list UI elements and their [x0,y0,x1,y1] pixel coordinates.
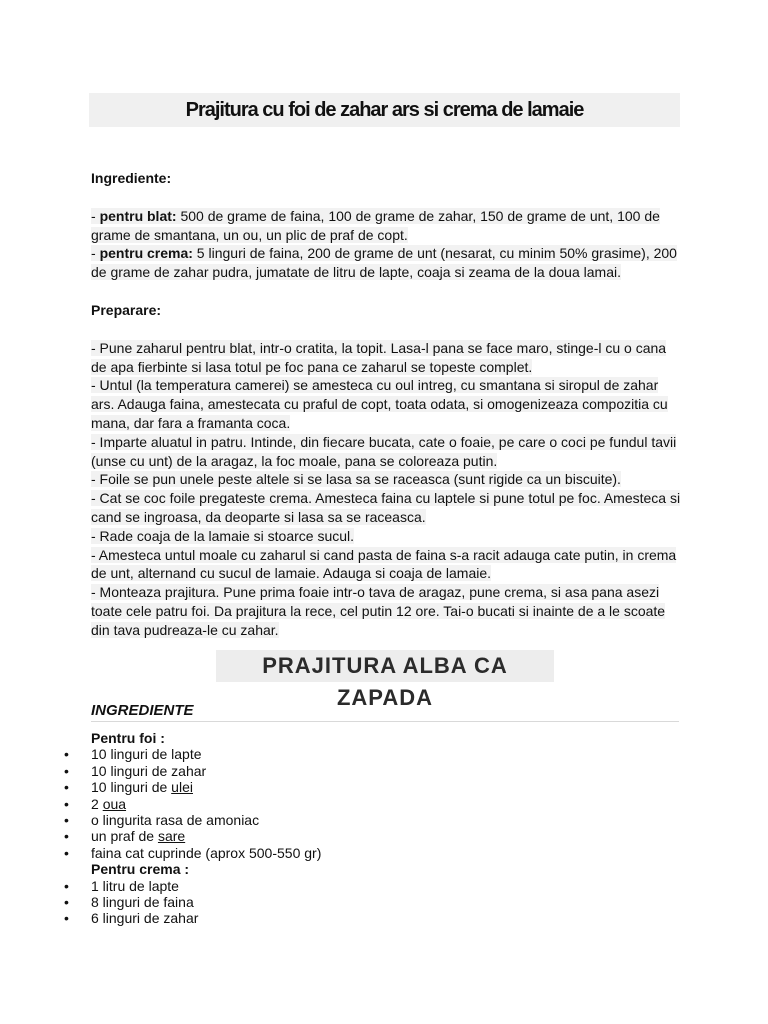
step [91,433,681,471]
bullet-icon: • [64,762,69,779]
step-text: - Imparte aluatul in patru. Intinde, din fiecare bucata, cate o foaie, pe care o coci pe fundul tavii (unse cu unt) de la aragaz, la foc moale, pana se coloreaza putin. [91,433,677,469]
foi-list [0,746,768,861]
recipe-body [91,169,681,640]
crema-label: pentru crema: [99,245,193,262]
list-item-text: faina cat cuprinde (aprox 500-550 gr) [91,844,322,861]
list-item [0,878,768,894]
blat-label: pentru blat: [99,207,177,224]
step [91,376,681,432]
step [91,339,681,377]
bullet-icon: • [64,812,69,829]
ingredients-heading: Ingrediente: [91,170,172,186]
list-item-text: 10 linguri de zahar [91,762,207,779]
step [91,546,681,584]
dash: - [91,207,100,224]
bullet-icon: • [64,910,69,927]
list-item [0,812,768,828]
preparation-heading: Preparare: [91,301,162,318]
list-item [0,796,768,812]
step-text: - Cat se coc foile pregateste crema. Amesteca faina cu laptele si pune totul pe foc. Amesteca si cand se ingroasa, da deoparte si lasa sa se raceasca. [91,490,681,525]
preparation-steps [91,339,681,640]
step-text: - Monteaza prajitura. Pune prima foaie intr-o tava de aragaz, pune crema, si asa pana asezi toate cele patru foi. Da prajitura la rece, cel putin 12 ore. Tai-o bucati si inainte de a le scoate din tava pudreaza-le cu zahar. [91,584,666,638]
blat-ingredients [91,207,681,245]
crema-list [0,878,768,927]
crema-ingredients [91,244,681,282]
step [91,470,681,489]
step-text: - Foile se pun unele peste altele si se lasa sa se raceasca (sunt rigide ca un biscuite). [91,471,621,488]
step [91,583,681,639]
list-item-text: o lingurita rasa de amoniac [91,812,260,829]
list-item-text: 6 linguri de zahar [91,910,199,927]
sare-link[interactable]: sare [157,828,186,845]
bullet-icon: • [64,795,69,812]
list-item-text: 10 linguri de lapte [91,746,202,763]
step-text: - Untul (la temperatura camerei) se amesteca cu oul intreg, cu smantana si siropul de zahar ars. Adauga faina, amestecata cu praful de copt, toata odata, si omogenizeaza compozitia cu mana, dar fara a framanta coca. [91,377,668,431]
section2-ingredients-heading: INGREDIENTE [91,701,679,722]
step-text: - Pune zaharul pentru blat, intr-o cratita, la topit. Lasa-l pana se face maro, stinge-l cu o cana de apa fierbinte si lasa totul pe foc pana ce zaharul se topeste complet. [91,339,667,375]
foi-heading: Pentru foi : [91,730,165,746]
bullet-icon: • [64,746,69,763]
bullet-icon: • [64,779,69,796]
step-text: - Rade coaja de la lamaie si stoarce sucul. [91,527,355,544]
crema-heading: Pentru crema : [91,861,190,878]
step [91,527,681,546]
list-item-text: 1 litru de lapte [91,877,179,894]
list-item-text: un praf de [91,828,158,845]
list-item-text: 2 [91,795,103,812]
foi-list-block [0,730,768,927]
page-title: Prajitura cu foi de zahar ars si crema de lamaie [185,99,584,121]
bullet-icon: • [64,877,69,894]
crema-text: 5 linguri de faina, 200 de grame de unt (nesarat, cu minim 50% grasime), 200 de grame de zahar pudra, jumatate de litru de lapte, coaja si zeama de la doua lamai. [91,245,677,281]
title-band [89,93,680,127]
bullet-icon: • [64,894,69,911]
ulei-link[interactable]: ulei [171,779,193,796]
bullet-icon: • [64,844,69,861]
list-item-text: 8 linguri de faina [91,894,194,911]
list-item [0,763,768,779]
list-item-text: 10 linguri de [91,779,172,796]
list-item [0,779,768,795]
list-item [0,845,768,861]
section2-title: PRAJITURA ALBA CA ZAPADA [216,650,554,682]
step [91,489,681,527]
step-text: - Amesteca untul moale cu zaharul si cand pasta de faina s-a racit adauga cate putin, in crema de unt, alternand cu sucul de lamaie. Adauga si coaja de lamaie. [91,546,677,582]
dash: - [91,245,100,262]
list-item [0,894,768,910]
blat-text: 500 de grame de faina, 100 de grame de zahar, 150 de grame de unt, 100 de grame de smantana, un ou, un plic de praf de copt. [91,207,660,243]
bullet-icon: • [64,828,69,845]
list-item [0,828,768,844]
list-item [0,910,768,926]
list-item [0,746,768,762]
oua-link[interactable]: oua [102,795,127,812]
